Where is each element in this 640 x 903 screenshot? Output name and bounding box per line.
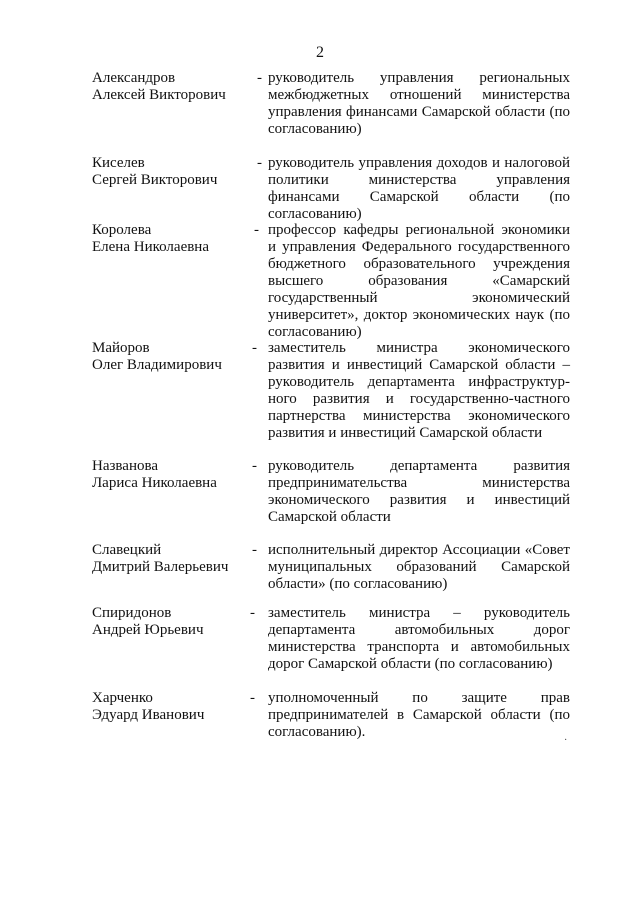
separator-dash: - [257,70,262,86]
member-given-names: Сергей Викторович [92,172,218,188]
member-given-names: Дмитрий Валерьевич [92,559,229,575]
member-given-names: Елена Николаевна [92,239,209,255]
member-given-names: Эдуард Иванович [92,707,205,723]
member-name [92,605,242,639]
separator-dash: - [250,605,255,621]
separator-dash: - [250,690,255,706]
member-name [92,340,242,374]
member-role: профессор кафедры региональной экономики и управления Федерального государственного бюджетного образовательного учреждения высшего образования «Самарский государственный экономический университет», доктор экономических наук (по согласованию) [268,222,570,340]
member-surname: Киселев [92,155,145,171]
scan-speck: · [564,735,568,746]
separator-dash: - [257,155,262,171]
member-name [92,155,242,189]
member-surname: Славецкий [92,542,162,558]
separator-dash: - [254,222,259,238]
separator-dash: - [252,340,257,356]
member-role: заместитель министра экономического развития и инвестиций Самарской области – руководитель департамента инфраструктурного развития и государственно-частного партнерства министерства экономического развития и инвестиций Самарской области [268,340,570,441]
separator-dash: - [252,458,257,474]
member-given-names: Андрей Юрьевич [92,622,204,638]
member-given-names: Олег Владимирович [92,357,222,373]
member-name [92,70,242,104]
member-given-names: Лариса Николаевна [92,475,217,491]
member-role: руководитель управления доходов и налоговой политики министерства управления финансами Самарской области (по согласованию) [268,155,570,222]
member-surname: Названова [92,458,159,474]
member-name [92,458,242,492]
member-surname: Александров [92,70,176,86]
member-surname: Королева [92,222,152,238]
page-number: 2 [316,44,324,61]
member-role: руководитель департамента развития предпринимательства министерства экономического развития и инвестиций Самарской области [268,458,570,525]
member-given-names: Алексей Викторович [92,87,226,103]
member-role: исполнительный директор Ассоциации «Совет муниципальных образований Самарской области» (по согласованию) [268,542,570,592]
member-role: руководитель управления региональных межбюджетных отношений министерства управления финансами Самарской области (по согласованию) [268,70,570,137]
member-surname: Майоров [92,340,150,356]
member-name [92,222,242,256]
separator-dash: - [252,542,257,558]
member-surname: Спиридонов [92,605,172,621]
member-role: заместитель министра – руководитель департамента автомобильных дорог министерства транспорта и автомобильных дорог Самарской области (по согласованию) [268,605,570,672]
member-name [92,690,242,724]
member-name [92,542,242,576]
member-role: уполномоченный по защите прав предпринимателей в Самарской области (по согласованию). [268,690,570,740]
member-surname: Харченко [92,690,153,706]
